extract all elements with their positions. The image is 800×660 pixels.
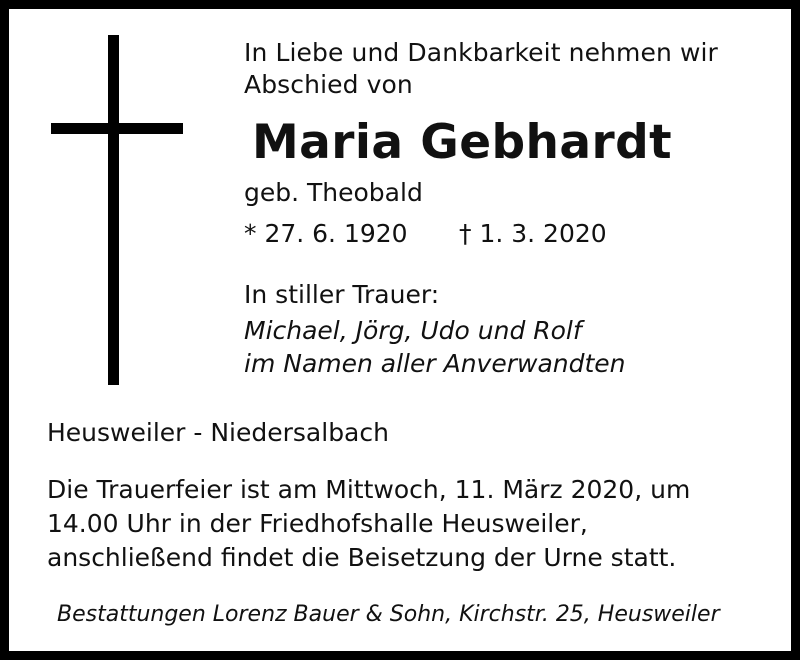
- life-dates: [244, 219, 761, 248]
- service-details: [47, 473, 761, 574]
- mourning-names-line-2: im Namen aller Anverwandten: [244, 348, 626, 378]
- intro-line-1: In Liebe und Dankbarkeit nehmen wir: [244, 38, 718, 67]
- service-line-3: anschließend findet die Beisetzung der Urne statt.: [47, 542, 677, 572]
- mourning-title: In stiller Trauer:: [244, 280, 440, 309]
- maiden-name: geb. Theobald: [244, 178, 423, 207]
- obituary-inner: [9, 9, 791, 651]
- death-date: † 1. 3. 2020: [459, 219, 607, 248]
- latin-cross-icon: [43, 35, 193, 385]
- mourning-names-line-1: Michael, Jörg, Udo und Rolf: [244, 316, 582, 345]
- cross-vertical-bar: [108, 35, 119, 385]
- obituary-header-block: [244, 31, 761, 380]
- service-line-2: 14.00 Uhr in der Friedhofshalle Heusweiler,: [47, 508, 588, 538]
- intro-line-2: Abschied von: [244, 70, 413, 99]
- mourning-names: [244, 315, 761, 380]
- place-line: Heusweiler - Niedersalbach: [47, 418, 389, 447]
- cross-horizontal-bar: [51, 123, 183, 134]
- birth-date: * 27. 6. 1920: [244, 219, 408, 248]
- undertaker-line: Bestattungen Lorenz Bauer & Sohn, Kirchstr. 25, Heusweiler: [57, 602, 720, 628]
- deceased-name: Maria Gebhardt: [252, 115, 673, 170]
- service-line-1: Die Trauerfeier ist am Mittwoch, 11. März 2020, um: [47, 475, 691, 504]
